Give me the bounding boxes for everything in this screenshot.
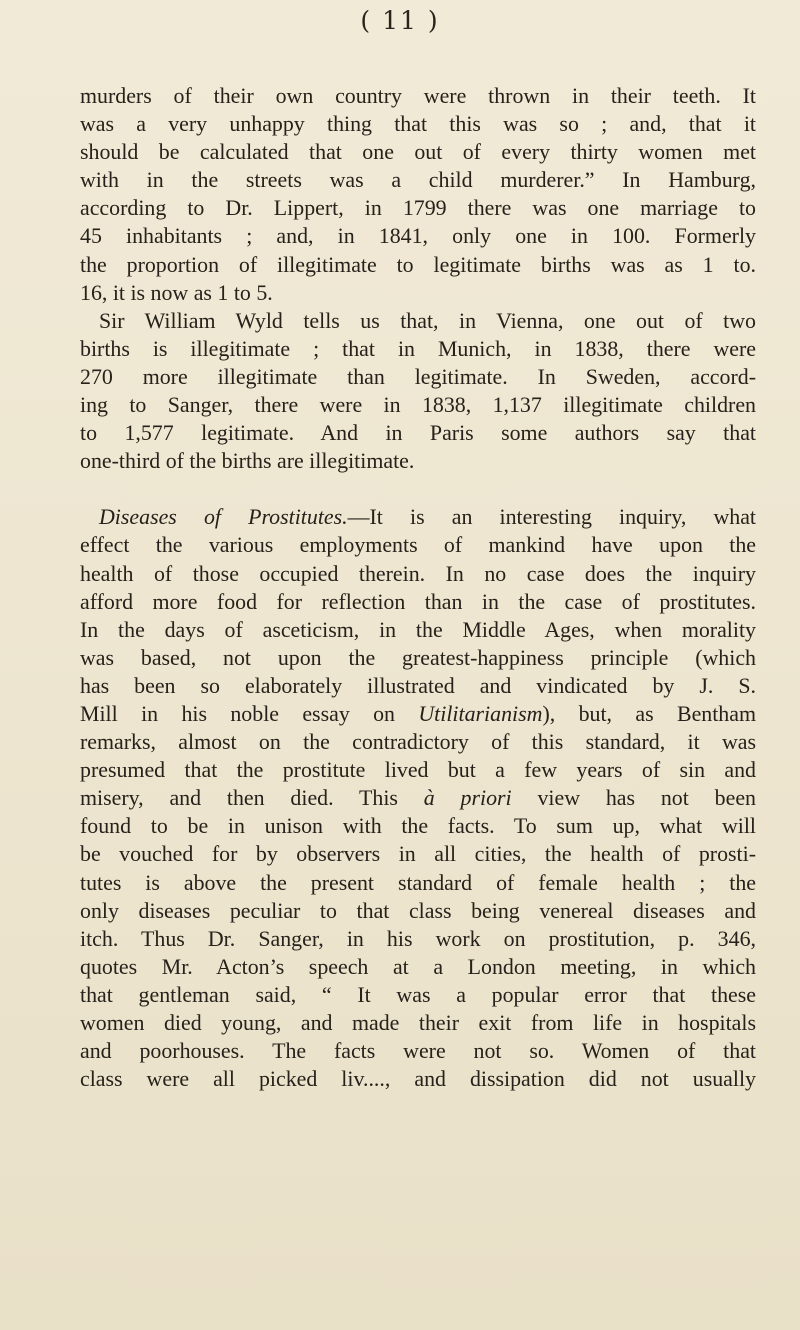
latin-phrase: à priori	[423, 785, 512, 811]
text-line: class were all picked liv...., and dissipation did not usually	[80, 1066, 756, 1092]
text-line: ing to Sanger, there were in 1838, 1,137 illegitimate children	[80, 392, 756, 418]
page-body	[80, 82, 756, 1093]
text-fragment: Mill in his noble essay on	[80, 700, 419, 726]
text-line: according to Dr. Lippert, in 1799 there was one marriage to	[80, 195, 756, 221]
text-line: Sir William Wyld tells us that, in Vienna, one out of two	[99, 307, 756, 333]
text-line: births is illegitimate ; that in Munich, in 1838, there were	[80, 335, 756, 361]
text-line: only diseases peculiar to that class being venereal diseases and	[80, 897, 756, 923]
paragraph-gap	[80, 475, 756, 503]
text-fragment: view has not been	[511, 785, 756, 811]
text-line: one-third of the births are illegitimate.	[80, 448, 415, 474]
text-line: 16, it is now as 1 to 5.	[80, 279, 273, 305]
text-line: to 1,577 legitimate. And in Paris some authors say that	[80, 420, 756, 446]
text-line: 270 more illegitimate than legitimate. In Sweden, accord-	[80, 363, 756, 389]
text-line: that gentleman said, “ It was a popular error that these	[80, 981, 756, 1007]
text-line: murders of their own country were thrown in their teeth. It	[80, 83, 756, 108]
text-line	[80, 700, 756, 728]
text-line: tutes is above the present standard of female health ; the	[80, 869, 756, 895]
text-line: the proportion of illegitimate to legitimate births was as 1 to.	[80, 251, 756, 277]
book-title: Utilitarianism	[418, 700, 543, 726]
text-line: itch. Thus Dr. Sanger, in his work on prostitution, p. 346,	[80, 925, 756, 951]
text-line	[80, 503, 756, 531]
text-line: was based, not upon the greatest-happiness principle (which	[80, 644, 756, 670]
text-line: found to be in unison with the facts. To sum up, what will	[80, 813, 756, 839]
text-line: women died young, and made their exit from life in hospitals	[80, 1010, 756, 1035]
section-heading: Diseases of Prostitutes.	[99, 504, 348, 530]
text-fragment: ), but, as Bentham	[542, 700, 756, 726]
text-line: and poorhouses. The facts were not so. Women of that	[80, 1038, 756, 1064]
text-line: remarks, almost on the contradictory of this standard, it was	[80, 729, 756, 755]
text-line: be vouched for by observers in all cities, the health of prosti-	[80, 841, 756, 867]
text-line: effect the various employments of mankind have upon the	[80, 532, 756, 558]
text-line: with in the streets was a child murderer.” In Hamburg,	[80, 167, 756, 193]
page-number: ( 11 )	[360, 6, 440, 35]
text-line: In the days of asceticism, in the Middle Ages, when morality	[80, 616, 756, 642]
text-fragment: misery, and then died. This	[80, 785, 424, 811]
text-fragment: —It is an interesting inquiry, what	[347, 504, 756, 530]
text-line: should be calculated that one out of every thirty women met	[80, 139, 756, 165]
text-line: quotes Mr. Acton’s speech at a London meeting, in which	[80, 953, 756, 979]
text-line: presumed that the prostitute lived but a few years of sin and	[80, 757, 756, 783]
text-line: health of those occupied therein. In no case does the inquiry	[80, 560, 756, 586]
text-line: has been so elaborately illustrated and vindicated by J. S.	[80, 672, 756, 698]
text-line: afford more food for reflection than in the case of prostitutes.	[80, 588, 756, 614]
text-line	[80, 784, 756, 812]
text-line: was a very unhappy thing that this was so ; and, that it	[80, 111, 756, 137]
text-line: 45 inhabitants ; and, in 1841, only one in 100. Formerly	[80, 223, 756, 249]
